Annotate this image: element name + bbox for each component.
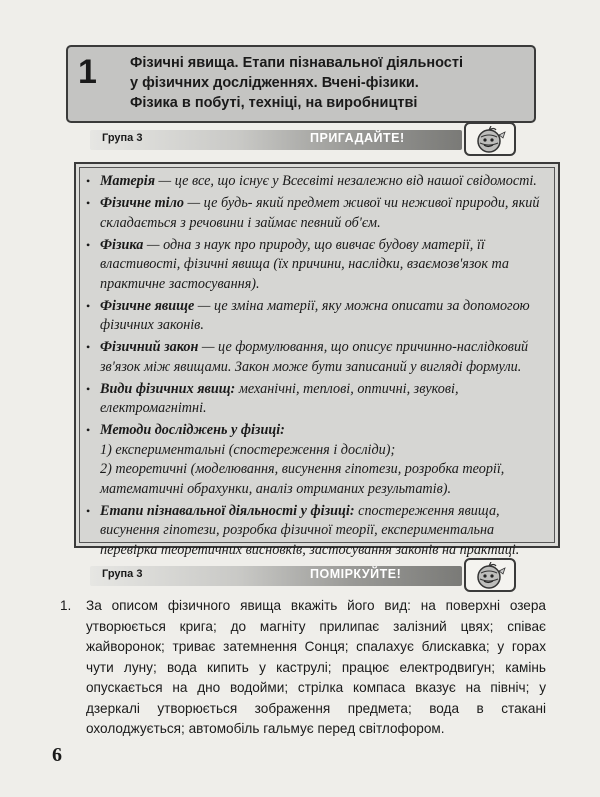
definition-term: Методи досліджень у фізиці: <box>100 422 285 438</box>
definition-term: Фізичне явище <box>100 297 195 314</box>
definition-item: • Фізичне явище — це зміна матерії, яку можна описати за допомогою фізичних законів. <box>86 297 530 333</box>
method-item: 1) експериментальні (спостереження і досліди); <box>100 441 396 458</box>
section-title-line: Фізичні явища. Етапи пізнавальної діяльності <box>130 55 464 71</box>
section-number: 1 <box>78 53 97 91</box>
apple-globe-icon <box>464 558 516 592</box>
definition-text: — це зміна матерії, яку можна описати за допомогою фізичних законів. <box>100 297 530 333</box>
think-title: ПОМІРКУЙТЕ! <box>310 567 402 581</box>
remember-title: ПРИГАДАЙТЕ! <box>310 131 405 145</box>
question-text: За описом фізичного явища вкажіть його вид: на поверхні озера утворюється крига; до магніту прилипає залізний цвях; співає жайворонок; триває затемнення Сонця; спалахує блискавка; у горах чути луну; вода кипить у каструлі; працює електродвигун; камінь опускається на дно водойми; стрілка компаса вказує на північ; у дзеркалі утворюється зображення предмета; вода в стакані охолоджується; автомобіль гальмує перед світлофором. <box>86 598 546 736</box>
think-bar <box>90 566 462 586</box>
definition-text: — це формулювання, що описує причинно-наслідковий зв'язок між явищами. Закон може бути записаний у вигляді формули. <box>100 339 529 375</box>
remember-box <box>74 162 560 558</box>
definition-item: • Фізичне тіло — це будь- який предмет живої чи неживої природи, який складається з речовини і займає певний об'єм. <box>86 195 540 231</box>
definition-item: • Методи досліджень у фізиці: 1) експериментальні (спостереження і досліди); 2) теоретичні (моделювання, висунення гіпотези, розробка теорії, математичні обрахунки, аналіз отриманих результатів). <box>88 421 544 499</box>
definition-term: Фізика <box>100 236 144 253</box>
section-title-line: у фізичних дослідженнях. Вчені-фізики. <box>130 75 419 91</box>
section-header <box>66 45 536 123</box>
section-title <box>130 53 526 113</box>
definition-item: • Матерія — це все, що існує у Всесвіті незалежно від нашої свідомості. <box>86 173 537 189</box>
definition-text: — це все, що існує у Всесвіті незалежно від нашої свідомості. <box>155 173 537 189</box>
apple-globe-icon <box>464 122 516 156</box>
definition-text: механічні, теплові, оптичні, звукові, електромагнітні. <box>100 380 459 416</box>
definition-item: • Фізичний закон — це формулювання, що описує причинно-наслідковий зв'язок між явищами. Закон може бути записаний у вигляді формули. <box>86 339 529 375</box>
definitions-list <box>79 167 555 558</box>
definition-term: Види фізичних явищ: <box>100 380 236 397</box>
question-number: 1. <box>60 598 72 613</box>
definition-term: Етапи пізнавальної діяльності у фізиці: <box>100 502 355 519</box>
definition-term: Фізичний закон <box>100 339 199 355</box>
definition-term: Фізичне тіло <box>100 195 184 211</box>
method-item: 2) теоретичні (моделювання, висунення гіпотези, розробка теорії, математичні обрахунки, аналіз отриманих результатів). <box>100 461 505 497</box>
definition-text: — це будь- який предмет живої чи неживої природи, який складається з речовини і займає певний об'єм. <box>100 195 540 231</box>
group-label: Група 3 <box>102 132 143 144</box>
group-label: Група 3 <box>102 568 143 580</box>
definition-item: • Фізика — одна з наук про природу, що вивчає будову матерії, її властивості, фізичні явища (їх причини, наслідки, взаємозв'язок та практичне застосування). <box>86 236 510 292</box>
definition-term: Матерія <box>100 173 155 189</box>
definition-text: спостереження явища, висунення гіпотези, розробка фізичної теорії, експериментальна перевірка теоретичних висновків, застосування законів на практиці. <box>100 502 520 558</box>
definition-item: • Етапи пізнавальної діяльності у фізиці: спостереження явища, висунення гіпотези, розробка фізичної теорії, експериментальна перевірка теоретичних висновків, застосування законів на практиці. <box>86 502 520 558</box>
section-title-line: Фізика в побуті, техніці, на виробництві <box>130 95 418 111</box>
question-item <box>60 596 546 740</box>
definition-item: • Види фізичних явищ: механічні, теплові, оптичні, звукові, електромагнітні. <box>86 380 459 416</box>
remember-bar <box>90 130 462 150</box>
page-number: 6 <box>52 744 62 766</box>
definition-text: — одна з наук про природу, що вивчає будову матерії, її властивості, фізичні явища (їх причини, наслідки, взаємозв'язок та практичне застосування). <box>100 236 510 292</box>
